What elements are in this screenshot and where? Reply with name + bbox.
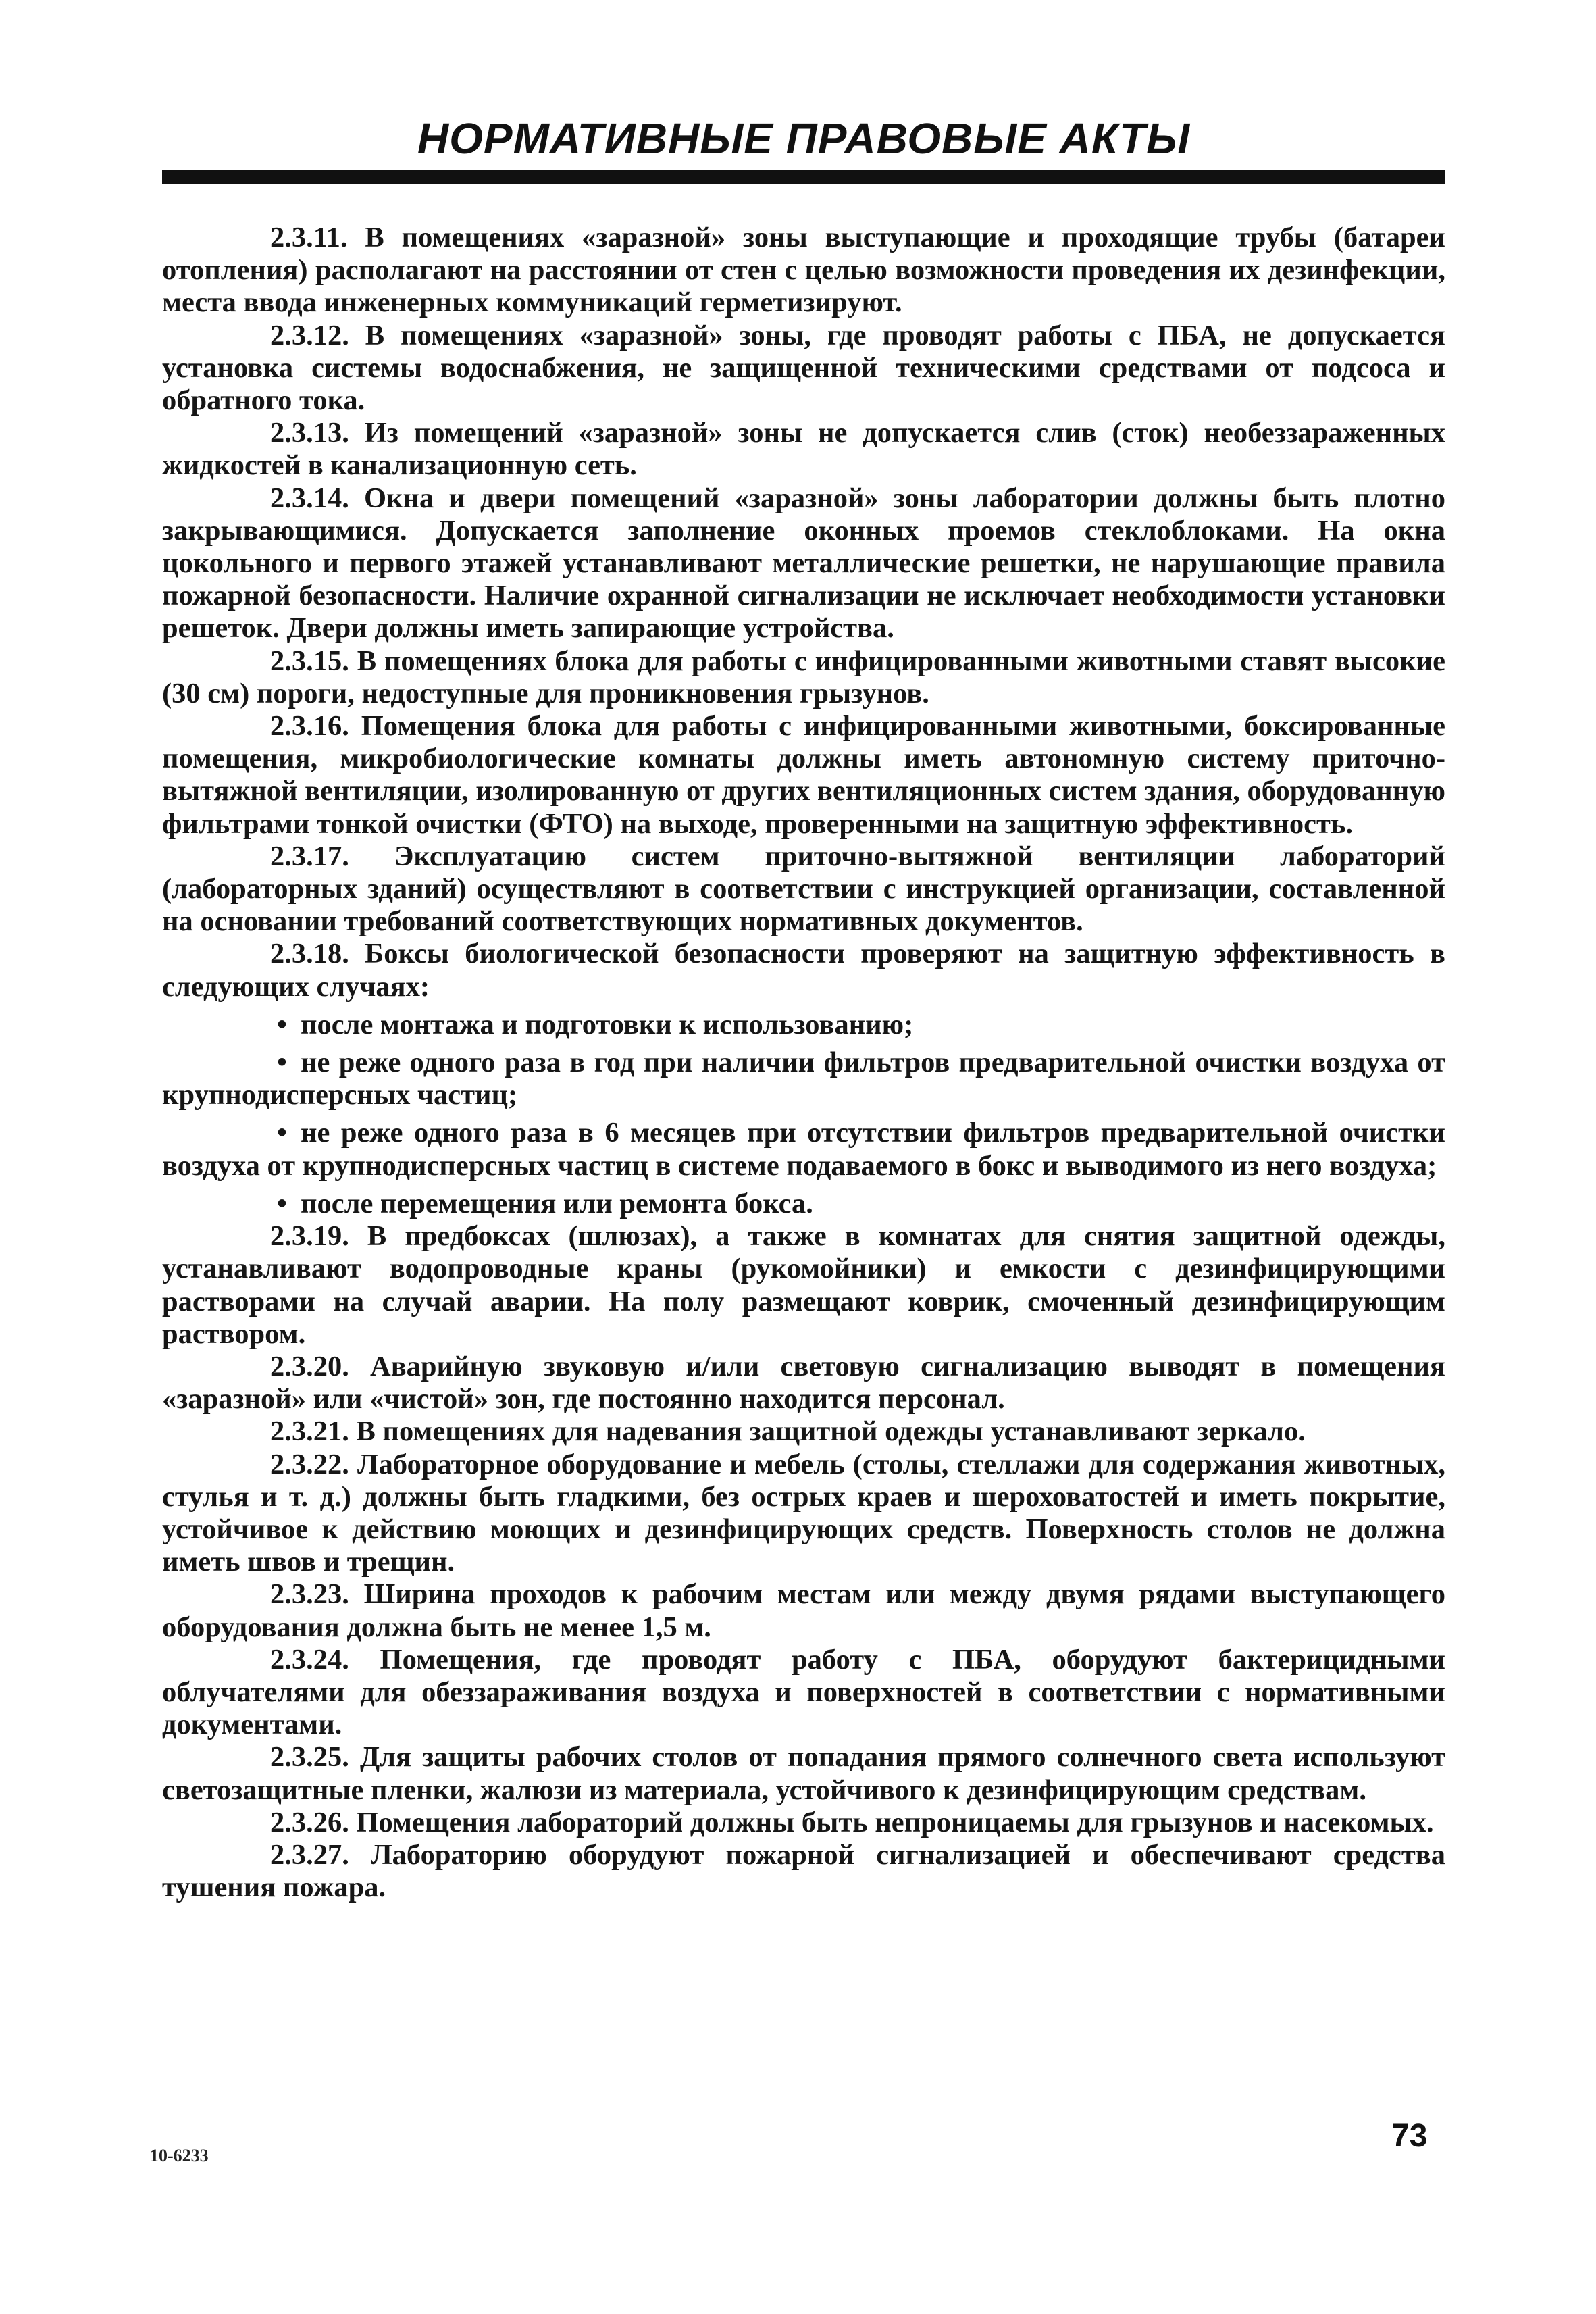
bullet-item: [162, 1117, 1445, 1182]
bullet-text: не реже одного раза в год при наличии фильтров предварительной очистки воздуха от крупнодисперсных частиц;: [162, 1047, 1445, 1111]
paragraph-2-3-21: 2.3.21. В помещениях для надевания защитной одежды устанавливают зеркало.: [270, 1415, 1306, 1448]
paragraph-2-3-26: 2.3.26. Помещения лабораторий должны быть непроницаемы для грызунов и насекомых.: [270, 1806, 1434, 1838]
document-body: [162, 222, 1445, 1904]
print-code: 10-6233: [150, 2146, 209, 2165]
bullet-text: после монтажа и подготовки к использованию;: [301, 1008, 914, 1040]
paragraph-2-3-13: 2.3.13. Из помещений «заразной» зоны не допускается слив (сток) необеззараженных жидкостей в канализационную сеть.: [162, 417, 1445, 482]
paragraph-2-3-14: 2.3.14. Окна и двери помещений «заразной» зоны лаборатории должны быть плотно закрывающимися. Допускается заполнение оконных проемов стеклоблоками. На окна цокольного и первого этажей устанавливают металлические решетки, не нарушающие правила пожарной безопасности. Наличие охранной сигнализации не исключает необходимости установки решеток. Двери должны иметь запирающие устройства.: [162, 482, 1445, 645]
header-rule: [162, 170, 1445, 184]
bullet-item: [162, 1047, 1445, 1111]
section-title: НОРМАТИВНЫЕ ПРАВОВЫЕ АКТЫ: [417, 114, 1191, 163]
bullet-item: [162, 1188, 1445, 1220]
paragraph-2-3-12: 2.3.12. В помещениях «заразной» зоны, где проводят работы с ПБА, не допускается установка системы водоснабжения, не защищенной техническими средствами от подсоса и обратного тока.: [162, 319, 1445, 417]
bullet-icon: •: [277, 1187, 287, 1219]
paragraph-2-3-24: 2.3.24. Помещения, где проводят работу с ПБА, оборудуют бактерицидными облучателями для обеззараживания воздуха и поверхностей в соответствии с нормативными документами.: [162, 1643, 1445, 1741]
paragraph-2-3-22: 2.3.22. Лабораторное оборудование и мебель (столы, стеллажи для содержания животных, стулья и т. д.) должны быть гладкими, без острых краев и шероховатостей и иметь покрытие, устойчивое к действию моющих и дезинфицирующих средств. Поверхность столов не должна иметь швов и трещин.: [162, 1448, 1445, 1578]
bullet-icon: •: [277, 1008, 287, 1040]
page-number: 73: [1391, 2118, 1428, 2154]
paragraph-2-3-15: 2.3.15. В помещениях блока для работы с инфицированными животными ставят высокие (30 см) пороги, недоступные для проникновения грызунов.: [162, 645, 1445, 709]
bullet-text: не реже одного раза в 6 месяцев при отсутствии фильтров предварительной очистки воздуха от крупнодисперсных частиц в системе подаваемого в бокс и выводимого из него воздуха;: [162, 1117, 1445, 1182]
paragraph-2-3-16: 2.3.16. Помещения блока для работы с инфицированными животными, боксированные помещения, микробиологические комнаты должны иметь автономную систему приточно-вытяжной вентиляции, изолированную от других вентиляционных систем здания, оборудованную фильтрами тонкой очистки (ФТО) на выходе, проверенными на защитную эффективность.: [162, 710, 1445, 840]
bullet-text: после перемещения или ремонта бокса.: [301, 1187, 813, 1219]
page-header: [162, 108, 1445, 189]
paragraph-2-3-11: 2.3.11. В помещениях «заразной» зоны выступающие и проходящие трубы (батареи отопления) располагают на расстоянии от стен с целью возможности проведения их дезинфекции, места ввода инженерных коммуникаций герметизируют.: [162, 222, 1445, 319]
paragraph-2-3-20: 2.3.20. Аварийную звуковую и/или световую сигнализацию выводят в помещения «заразной» или «чистой» зон, где постоянно находится персонал.: [162, 1350, 1445, 1415]
paragraph-2-3-17: 2.3.17. Эксплуатацию систем приточно-вытяжной вентиляции лабораторий (лабораторных зданий) осуществляют в соответствии с инструкцией организации, составленной на основании требований соответствующих нормативных документов.: [162, 840, 1445, 938]
paragraph-2-3-27: 2.3.27. Лабораторию оборудуют пожарной сигнализацией и обеспечивают средства тушения пожара.: [162, 1838, 1445, 1904]
bullet-icon: •: [277, 1047, 287, 1079]
paragraph-2-3-19: 2.3.19. В предбоксах (шлюзах), а также в комнатах для снятия защитной одежды, устанавливают водопроводные краны (рукомойники) и емкости с дезинфицирующими растворами на случай аварии. На полу размещают коврик, смоченный дезинфицирующим раствором.: [162, 1220, 1445, 1350]
bullet-icon: •: [277, 1117, 287, 1149]
bullet-item: [162, 1009, 1445, 1041]
paragraph-2-3-23: 2.3.23. Ширина проходов к рабочим местам или между двумя рядами выступающего оборудования должна быть не менее 1,5 м.: [162, 1578, 1445, 1643]
paragraph-2-3-18: 2.3.18. Боксы биологической безопасности проверяют на защитную эффективность в следующих случаях:: [162, 938, 1445, 1003]
paragraph-2-3-25: 2.3.25. Для защиты рабочих столов от попадания прямого солнечного света используют светозащитные пленки, жалюзи из материала, устойчивого к дезинфицирующим средствам.: [162, 1741, 1445, 1806]
